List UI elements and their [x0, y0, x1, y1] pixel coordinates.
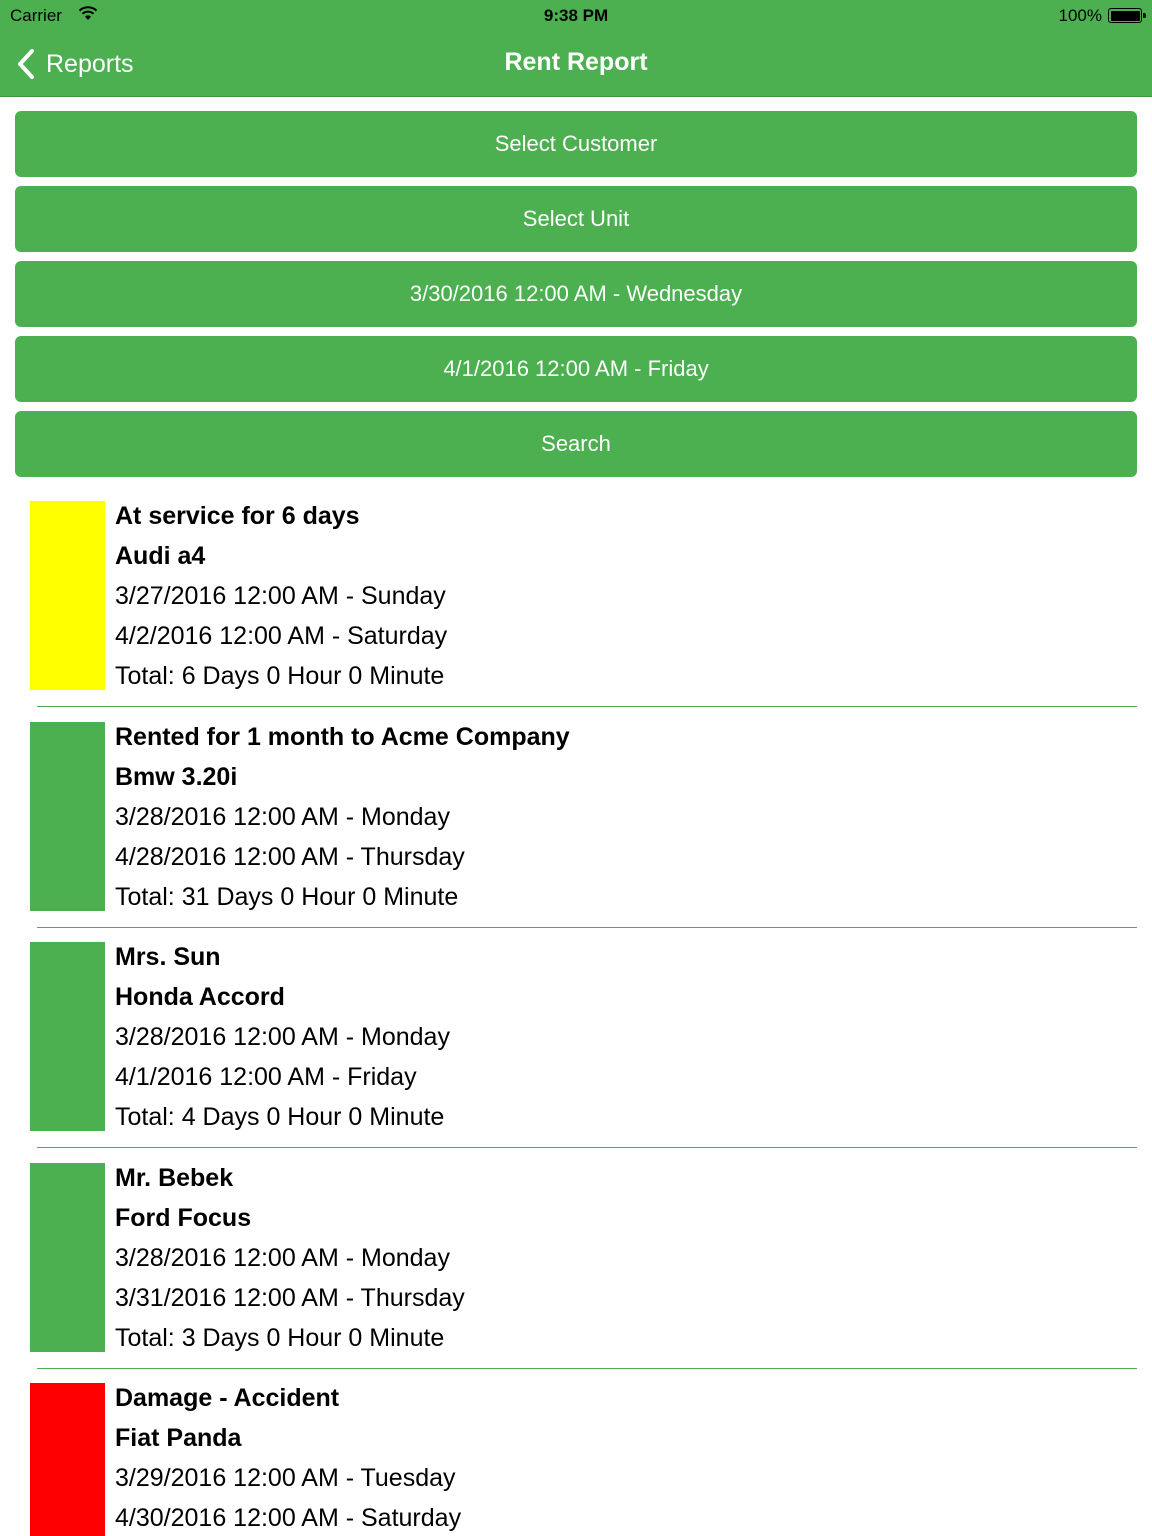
- end-date-button[interactable]: 4/1/2016 12:00 AM - Friday: [15, 336, 1137, 402]
- item-end-date: 4/2/2016 12:00 AM - Saturday: [115, 622, 448, 650]
- carrier-label: Carrier: [10, 6, 62, 25]
- select-unit-button[interactable]: Select Unit: [15, 186, 1137, 252]
- list-item[interactable]: [0, 941, 1152, 1162]
- status-color-swatch: [30, 1383, 105, 1536]
- item-unit: Bmw 3.20i: [115, 762, 238, 791]
- item-start-date: 3/28/2016 12:00 AM - Monday: [115, 1023, 450, 1051]
- list-item[interactable]: [0, 721, 1152, 942]
- battery-icon: [1108, 8, 1142, 23]
- list-item[interactable]: [0, 500, 1152, 721]
- status-color-swatch: [30, 501, 105, 690]
- item-end-date: 4/1/2016 12:00 AM - Friday: [115, 1063, 417, 1091]
- back-label: Reports: [46, 49, 134, 78]
- select-customer-button[interactable]: Select Customer: [15, 111, 1137, 177]
- item-unit: Audi a4: [115, 542, 206, 570]
- status-bar: [0, 0, 1152, 32]
- rent-report-list: [0, 500, 1152, 1536]
- item-unit: Ford Focus: [115, 1203, 252, 1232]
- row-divider: [37, 1368, 1137, 1369]
- item-title: Damage - Accident: [115, 1384, 340, 1412]
- item-start-date: 3/27/2016 12:00 AM - Sunday: [115, 582, 446, 610]
- status-color-swatch: [30, 942, 105, 1131]
- item-end-date: 4/28/2016 12:00 AM - Thursday: [115, 842, 465, 871]
- item-total: Total: 6 Days 0 Hour 0 Minute: [115, 662, 445, 690]
- search-button[interactable]: Search: [15, 411, 1137, 477]
- item-title: Mrs. Sun: [115, 943, 221, 971]
- item-title: Rented for 1 month to Acme Company: [115, 722, 570, 751]
- row-divider: [37, 706, 1137, 707]
- page-title: Rent Report: [504, 48, 648, 76]
- start-date-button[interactable]: 3/30/2016 12:00 AM - Wednesday: [15, 261, 1137, 327]
- item-title: At service for 6 days: [115, 502, 360, 530]
- item-start-date: 3/28/2016 12:00 AM - Monday: [115, 1243, 450, 1272]
- clock: 9:38 PM: [543, 6, 609, 25]
- item-total: Total: 31 Days 0 Hour 0 Minute: [115, 882, 459, 911]
- item-unit: Honda Accord: [115, 983, 285, 1011]
- item-end-date: 3/31/2016 12:00 AM - Thursday: [115, 1283, 465, 1312]
- row-divider: [37, 1147, 1137, 1148]
- item-unit: Fiat Panda: [115, 1424, 242, 1452]
- navigation-bar: [0, 32, 1152, 97]
- list-item[interactable]: [0, 1382, 1152, 1536]
- list-item[interactable]: [0, 1162, 1152, 1383]
- item-title: Mr. Bebek: [115, 1163, 234, 1192]
- item-start-date: 3/29/2016 12:00 AM - Tuesday: [115, 1464, 456, 1492]
- item-total: Total: 3 Days 0 Hour 0 Minute: [115, 1323, 445, 1352]
- battery-percent: 100%: [1058, 6, 1102, 25]
- item-start-date: 3/28/2016 12:00 AM - Monday: [115, 802, 450, 831]
- status-color-swatch: [30, 722, 105, 911]
- item-end-date: 4/30/2016 12:00 AM - Saturday: [115, 1504, 462, 1532]
- item-total: Total: 4 Days 0 Hour 0 Minute: [115, 1103, 445, 1131]
- status-color-swatch: [30, 1163, 105, 1352]
- row-divider: [37, 927, 1137, 928]
- filter-controls: [15, 111, 1137, 486]
